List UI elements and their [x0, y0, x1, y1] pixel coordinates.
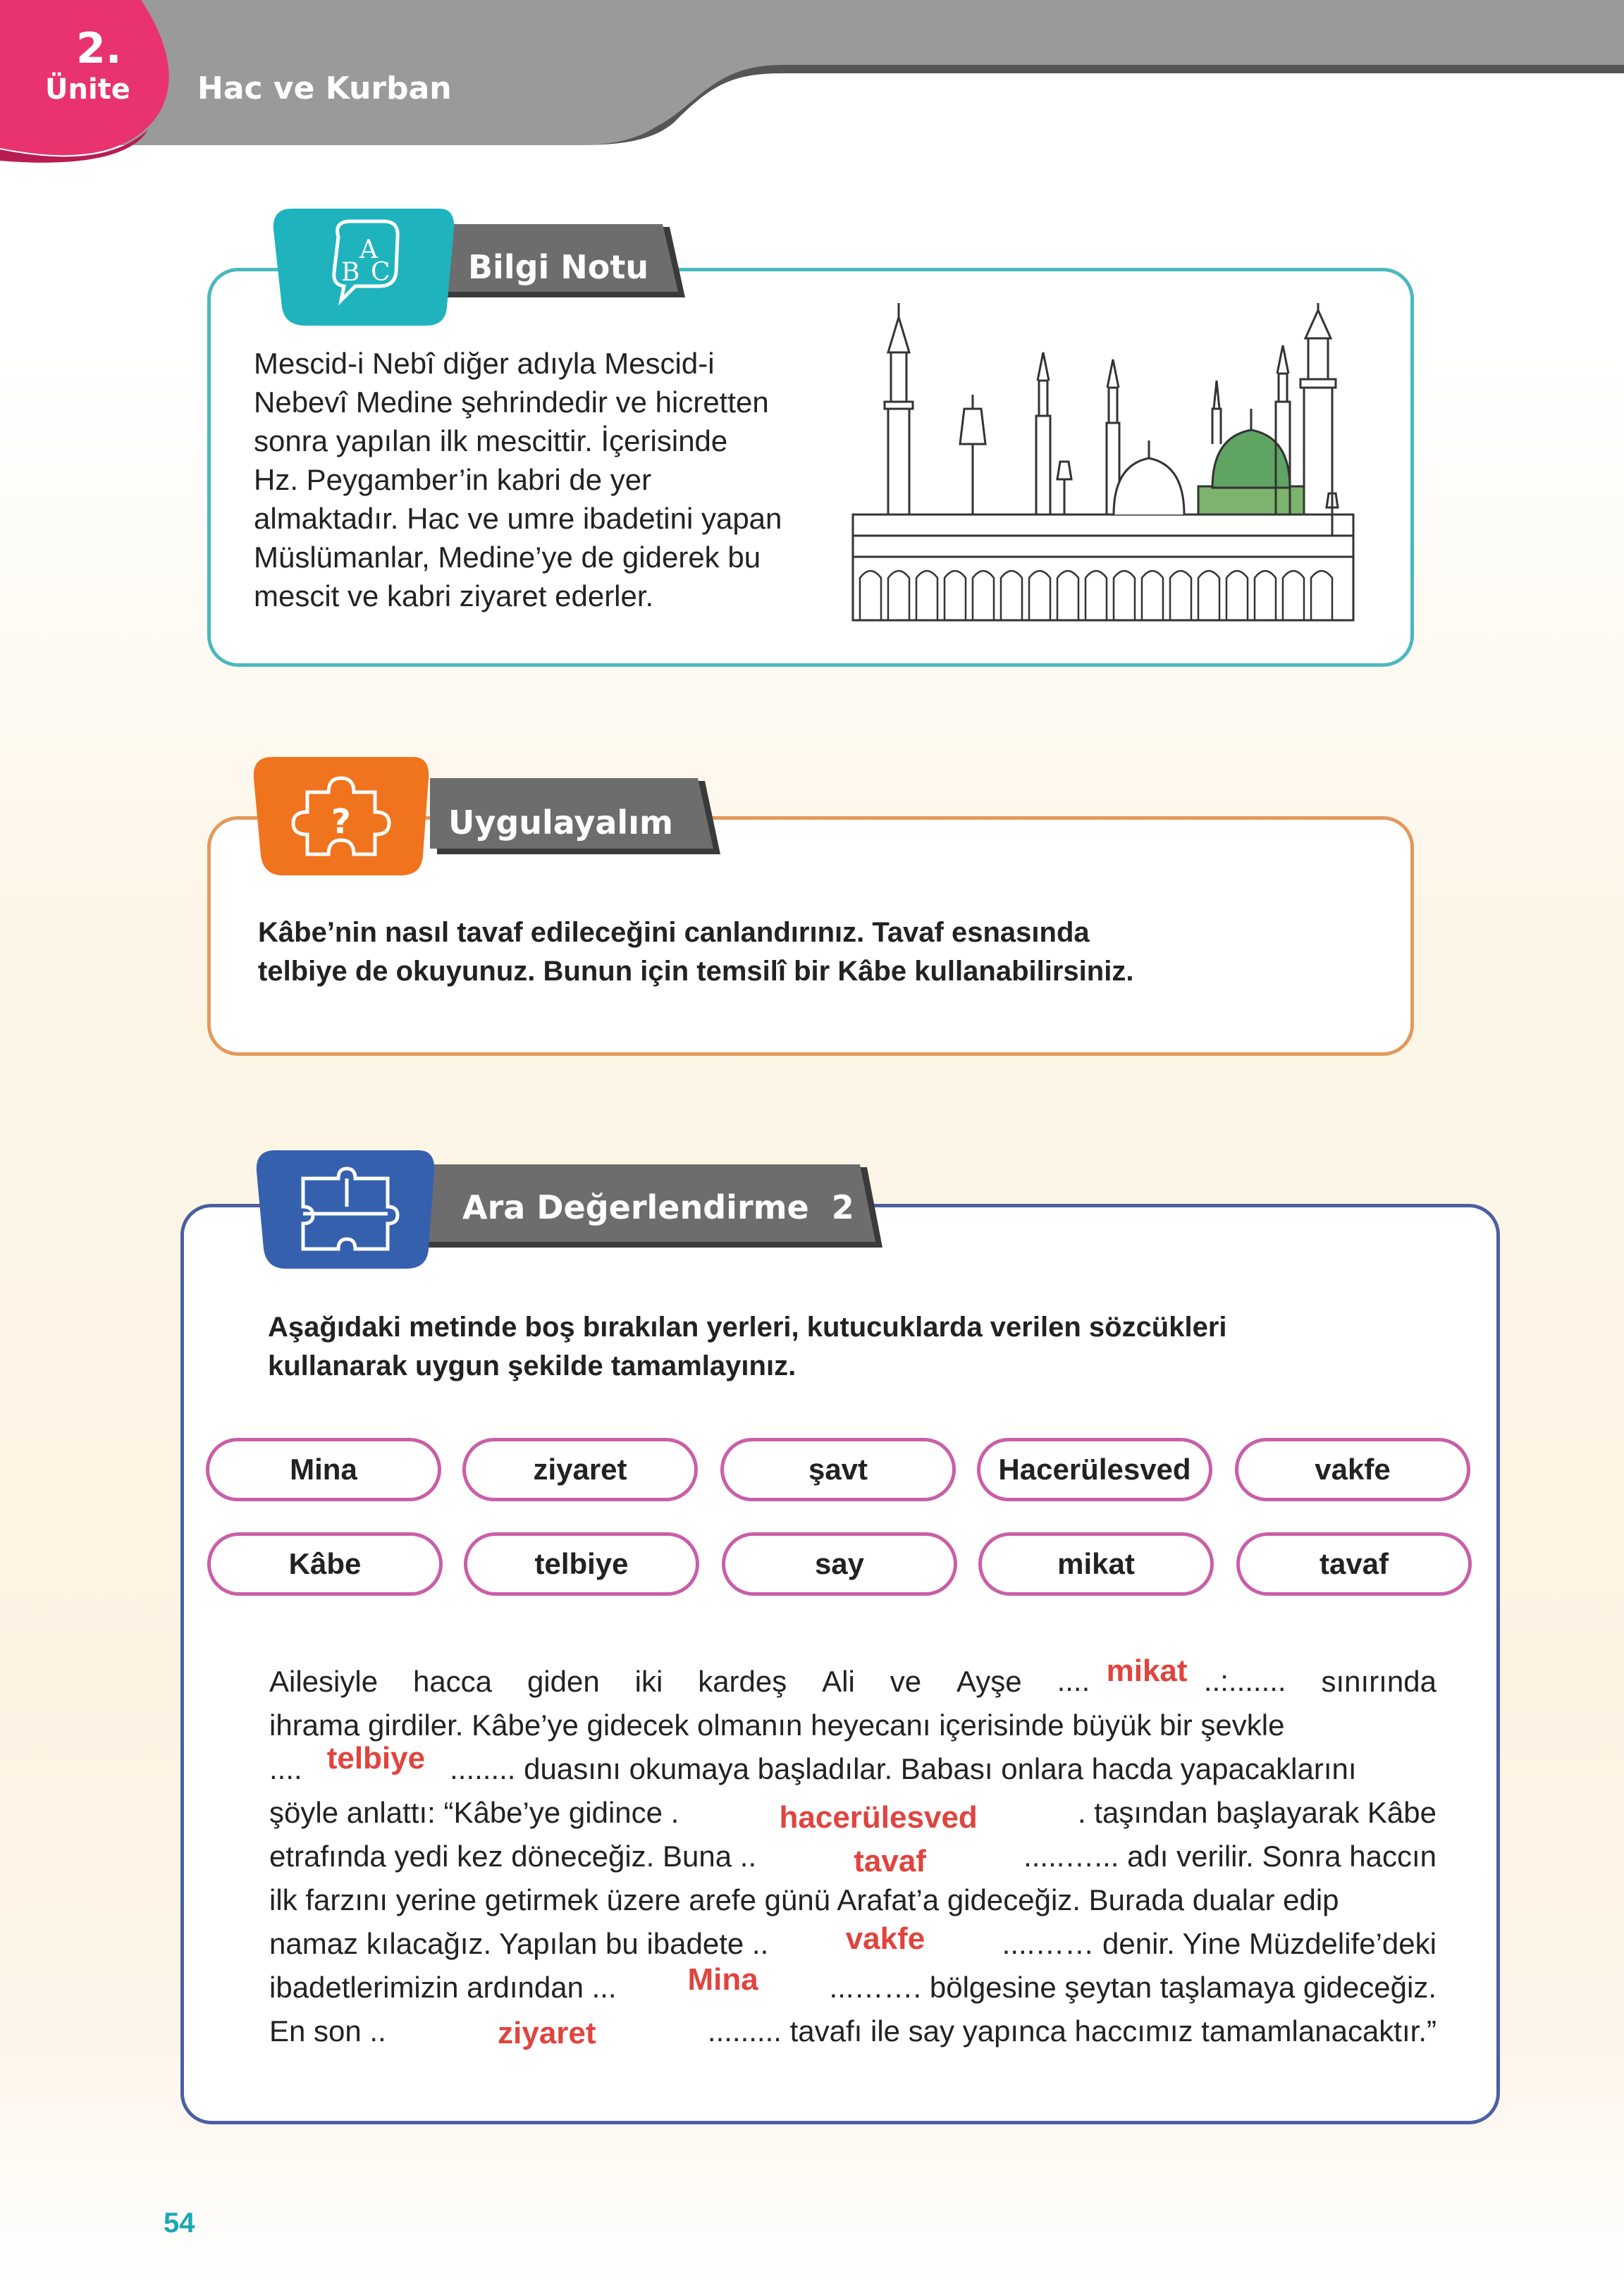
- uygulayalim-line: telbiye de okuyunuz. Bunun için temsilî bir Kâbe kullanabilirsiniz.: [258, 956, 1134, 987]
- puzzle-pieces-icon: [254, 1143, 438, 1274]
- answer-ziyaret: ziyaret: [498, 2016, 596, 2050]
- word: Ayşe: [956, 1665, 1022, 1698]
- ara-degerlendirme-heading: [462, 1188, 854, 1226]
- line-text: ilk farzını yerine getirmek üzere arefe günü Arafat’a gideceğiz. Burada dualar edip: [269, 1883, 1339, 1916]
- uygulayalim-heading: Uygulayalım: [448, 804, 673, 842]
- line-text: . taşından başlayarak Kâbe: [1077, 1796, 1437, 1829]
- paragraph-line: [269, 2005, 1437, 2048]
- line-text: ....…… denir. Yine Müzdelife’deki: [1002, 1927, 1437, 1960]
- bilgi-notu-line: Nebevî Medine şehrindedir ve hicretten: [254, 386, 769, 419]
- line-text: şöyle anlattı: “Kâbe’ye gidince .: [269, 1796, 679, 1829]
- word-pill: vakfe: [1235, 1438, 1470, 1501]
- svg-text:C: C: [371, 258, 390, 287]
- word: hacca: [412, 1665, 493, 1698]
- line-text: ........ duasını okumaya başladılar. Babası onlara hacda yapacaklarını: [450, 1752, 1357, 1785]
- bilgi-notu-line: almaktadır. Hac ve umre ibadetini yapan: [254, 502, 782, 535]
- answer-vakfe: vakfe: [845, 1921, 925, 1956]
- line-text: ...……. bölgesine şeytan taşlamaya gideceğiz.: [829, 1971, 1437, 2004]
- uygulayalim-line: Kâbe’nin nasıl tavaf edileceğini canlandırınız. Tavaf esnasında: [258, 917, 1090, 948]
- answer-mina: Mina: [687, 1962, 758, 1997]
- paragraph-line: [269, 1655, 1437, 1699]
- ara-degerlendirme-number: 2: [831, 1188, 854, 1226]
- word: Ali: [822, 1665, 855, 1698]
- answer-mikat: mikat: [1106, 1654, 1188, 1688]
- blank-with-answer: [1057, 1654, 1286, 1699]
- ara-degerlendirme-title: Ara Değerlendirme: [462, 1188, 809, 1226]
- unit-number: 2.: [76, 24, 122, 73]
- blank-dots: ....: [1057, 1664, 1090, 1697]
- paragraph-line: [269, 1873, 1437, 1917]
- paragraph-line: [269, 1961, 1437, 2005]
- blank-dots: ....: [269, 1752, 302, 1785]
- word: sınırında: [1321, 1665, 1437, 1698]
- bilgi-notu-line: mescit ve kabri ziyaret ederler.: [254, 579, 654, 612]
- line-text: En son ..: [269, 2014, 386, 2048]
- svg-text:A: A: [359, 235, 378, 264]
- blank-dots: ..:.......: [1203, 1664, 1286, 1697]
- mosque-sketch-illustration: [846, 303, 1367, 627]
- line-text: ......... tavafı ile say yapınca haccımız tamamlanacaktır.”: [707, 2014, 1437, 2048]
- chapter-title: Hac ve Kurban: [197, 70, 452, 106]
- word: iki: [634, 1665, 663, 1698]
- svg-text:?: ?: [331, 802, 351, 842]
- word-pill: tavaf: [1236, 1532, 1472, 1596]
- bilgi-notu-line: Müslümanlar, Medine’ye de giderek bu: [254, 541, 761, 574]
- line-text: ihrama girdiler. Kâbe’ye gidecek olmanın heyecanı içerisinde büyük bir şevkle: [269, 1709, 1285, 1742]
- paragraph-line: [269, 1742, 1437, 1786]
- answer-tavaf: tavaf: [854, 1844, 926, 1878]
- paragraph-line: [269, 1786, 1437, 1835]
- bilgi-notu-line: Mescid-i Nebî diğer adıyla Mescid-i: [254, 347, 715, 380]
- answer-hacerulesved: hacerülesved: [779, 1800, 978, 1835]
- paragraph-line: [269, 1830, 1437, 1878]
- answer-telbiye: telbiye: [326, 1741, 426, 1775]
- paragraph-line: [269, 1699, 1437, 1742]
- word-pill: şavt: [720, 1438, 956, 1501]
- line-text: etrafında yedi kez döneceğiz. Buna ..: [269, 1840, 757, 1873]
- word: giden: [527, 1665, 600, 1698]
- bilgi-notu-heading: Bilgi Notu: [468, 248, 649, 286]
- page-number: 54: [164, 2208, 195, 2239]
- instruction-line: Aşağıdaki metinde boş bırakılan yerleri, kutucuklarda verilen sözcükleri: [268, 1312, 1227, 1343]
- word-pill: telbiye: [464, 1532, 699, 1596]
- word-pill: ziyaret: [462, 1438, 698, 1501]
- word: ve: [890, 1665, 922, 1698]
- word-pill: Mina: [206, 1438, 441, 1501]
- line-text: ibadetlerimizin ardından ...: [269, 1971, 617, 2004]
- bilgi-notu-line: sonra yapılan ilk mescittir. İçerisinde: [254, 424, 728, 457]
- word: Ailesiyle: [269, 1665, 379, 1698]
- unit-label: Ünite: [45, 73, 130, 106]
- line-text: namaz kılacağız. Yapılan bu ibadete ..: [269, 1927, 769, 1960]
- word-pill: Hacerülesved: [977, 1438, 1212, 1501]
- svg-text:B: B: [341, 258, 360, 287]
- line-text: .....…... adı verilir. Sonra haccın: [1023, 1840, 1437, 1873]
- abc-speech-bubble-icon: [271, 202, 458, 333]
- word-pill: say: [722, 1532, 957, 1596]
- word-pill: Kâbe: [207, 1532, 443, 1596]
- puzzle-question-icon: [251, 750, 431, 881]
- instruction-line: kullanarak uygun şekilde tamamlayınız.: [268, 1350, 796, 1381]
- word-pill: mikat: [978, 1532, 1214, 1596]
- bilgi-notu-line: Hz. Peygamber’in kabri de yer: [254, 463, 652, 496]
- word: kardeş: [698, 1665, 787, 1698]
- paragraph-line: [269, 1917, 1437, 1961]
